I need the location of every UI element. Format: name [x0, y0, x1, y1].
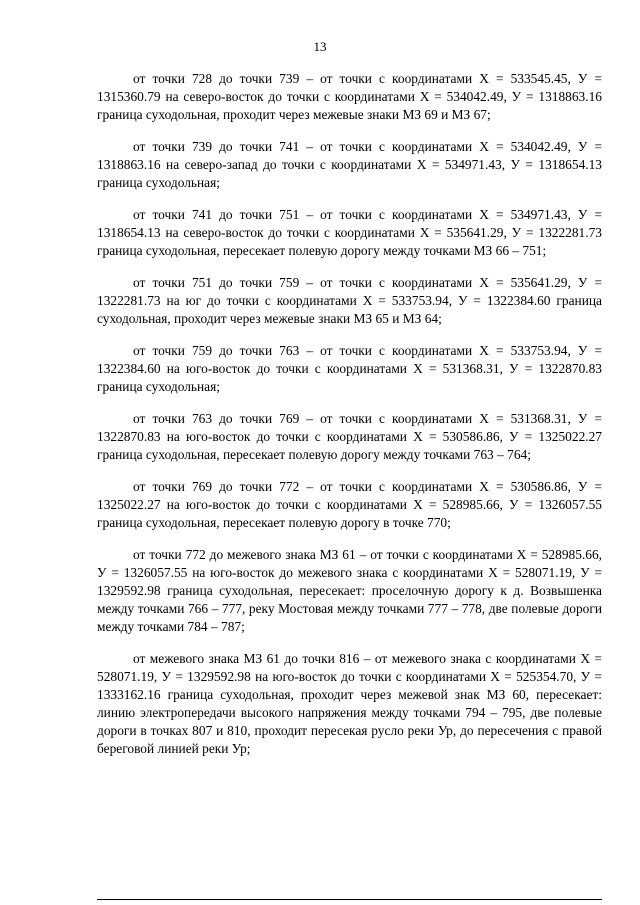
boundary-paragraph: от точки 763 до точки 769 – от точки с координатами Х = 531368.31, У = 1322870.83 на юго-восток до точки с координатами Х = 530586.86, У = 1325022.27 граница суходольная, пересекает полевую дорогу между точками 763 – 764; [97, 411, 602, 462]
boundary-paragraph: от точки 741 до точки 751 – от точки с координатами Х = 534971.43, У = 1318654.13 на северо-восток до точки с координатами Х = 535641.29, У = 1322281.73 граница суходольная, пересекает полевую дорогу между точками МЗ 66 – 751; [97, 207, 602, 258]
page-number: 13 [313, 39, 327, 54]
boundary-paragraph: от точки 769 до точки 772 – от точки с координатами Х = 530586.86, У = 1325022.27 на юго-восток до точки с координатами Х = 528985.66, У = 1326057.55 граница суходольная, пересекает полевую дорогу в точке 770; [97, 479, 602, 530]
boundary-paragraph: от точки 751 до точки 759 – от точки с координатами Х = 535641.29, У = 1322281.73 на юг до точки с координатами Х = 533753.94, У = 1322384.60 граница суходольная, проходит через межевые знаки МЗ 65 и МЗ 64; [97, 275, 602, 326]
document-body [97, 70, 602, 772]
boundary-paragraph: от точки 759 до точки 763 – от точки с координатами Х = 533753.94, У = 1322384.60 на юго-восток до точки с координатами Х = 531368.31, У = 1322870.83 граница суходольная; [97, 343, 602, 394]
boundary-paragraph: от точки 772 до межевого знака МЗ 61 – от точки с координатами Х = 528985.66, У = 1326057.55 на юго-восток до межевого знака с координатами Х = 528071.19, У = 1329592.98 граница суходольная, пересекает: проселочную дорогу к д. Возвышенка между точками 766 – 777, реку Мостовая между точками 777 – 778, две полевые дороги между точками 784 – 787; [97, 547, 602, 634]
bottom-divider [97, 899, 602, 900]
boundary-paragraph: от точки 739 до точки 741 – от точки с координатами Х = 534042.49, У = 1318863.16 на северо-запад до точки с координатами Х = 534971.43, У = 1318654.13 граница суходольная; [97, 139, 602, 190]
boundary-paragraph: от точки 728 до точки 739 – от точки с координатами Х = 533545.45, У = 1315360.79 на северо-восток до точки с координатами Х = 534042.49, У = 1318863.16 граница суходольная, проходит через межевые знаки МЗ 69 и МЗ 67; [97, 71, 602, 122]
boundary-paragraph: от межевого знака МЗ 61 до точки 816 – от межевого знака с координатами Х = 528071.19, У = 1329592.98 на юго-восток до точки с координатами Х = 525354.70, У = 1333162.16 граница суходольная, проходит через межевой знак МЗ 60, пересекает: линию электропередачи высокого напряжения между точками 794 – 795, две полевые дороги в точках 807 и 810, проходит пересекая русло реки Ур, до пересечения с правой береговой линией реки Ур; [97, 651, 602, 756]
